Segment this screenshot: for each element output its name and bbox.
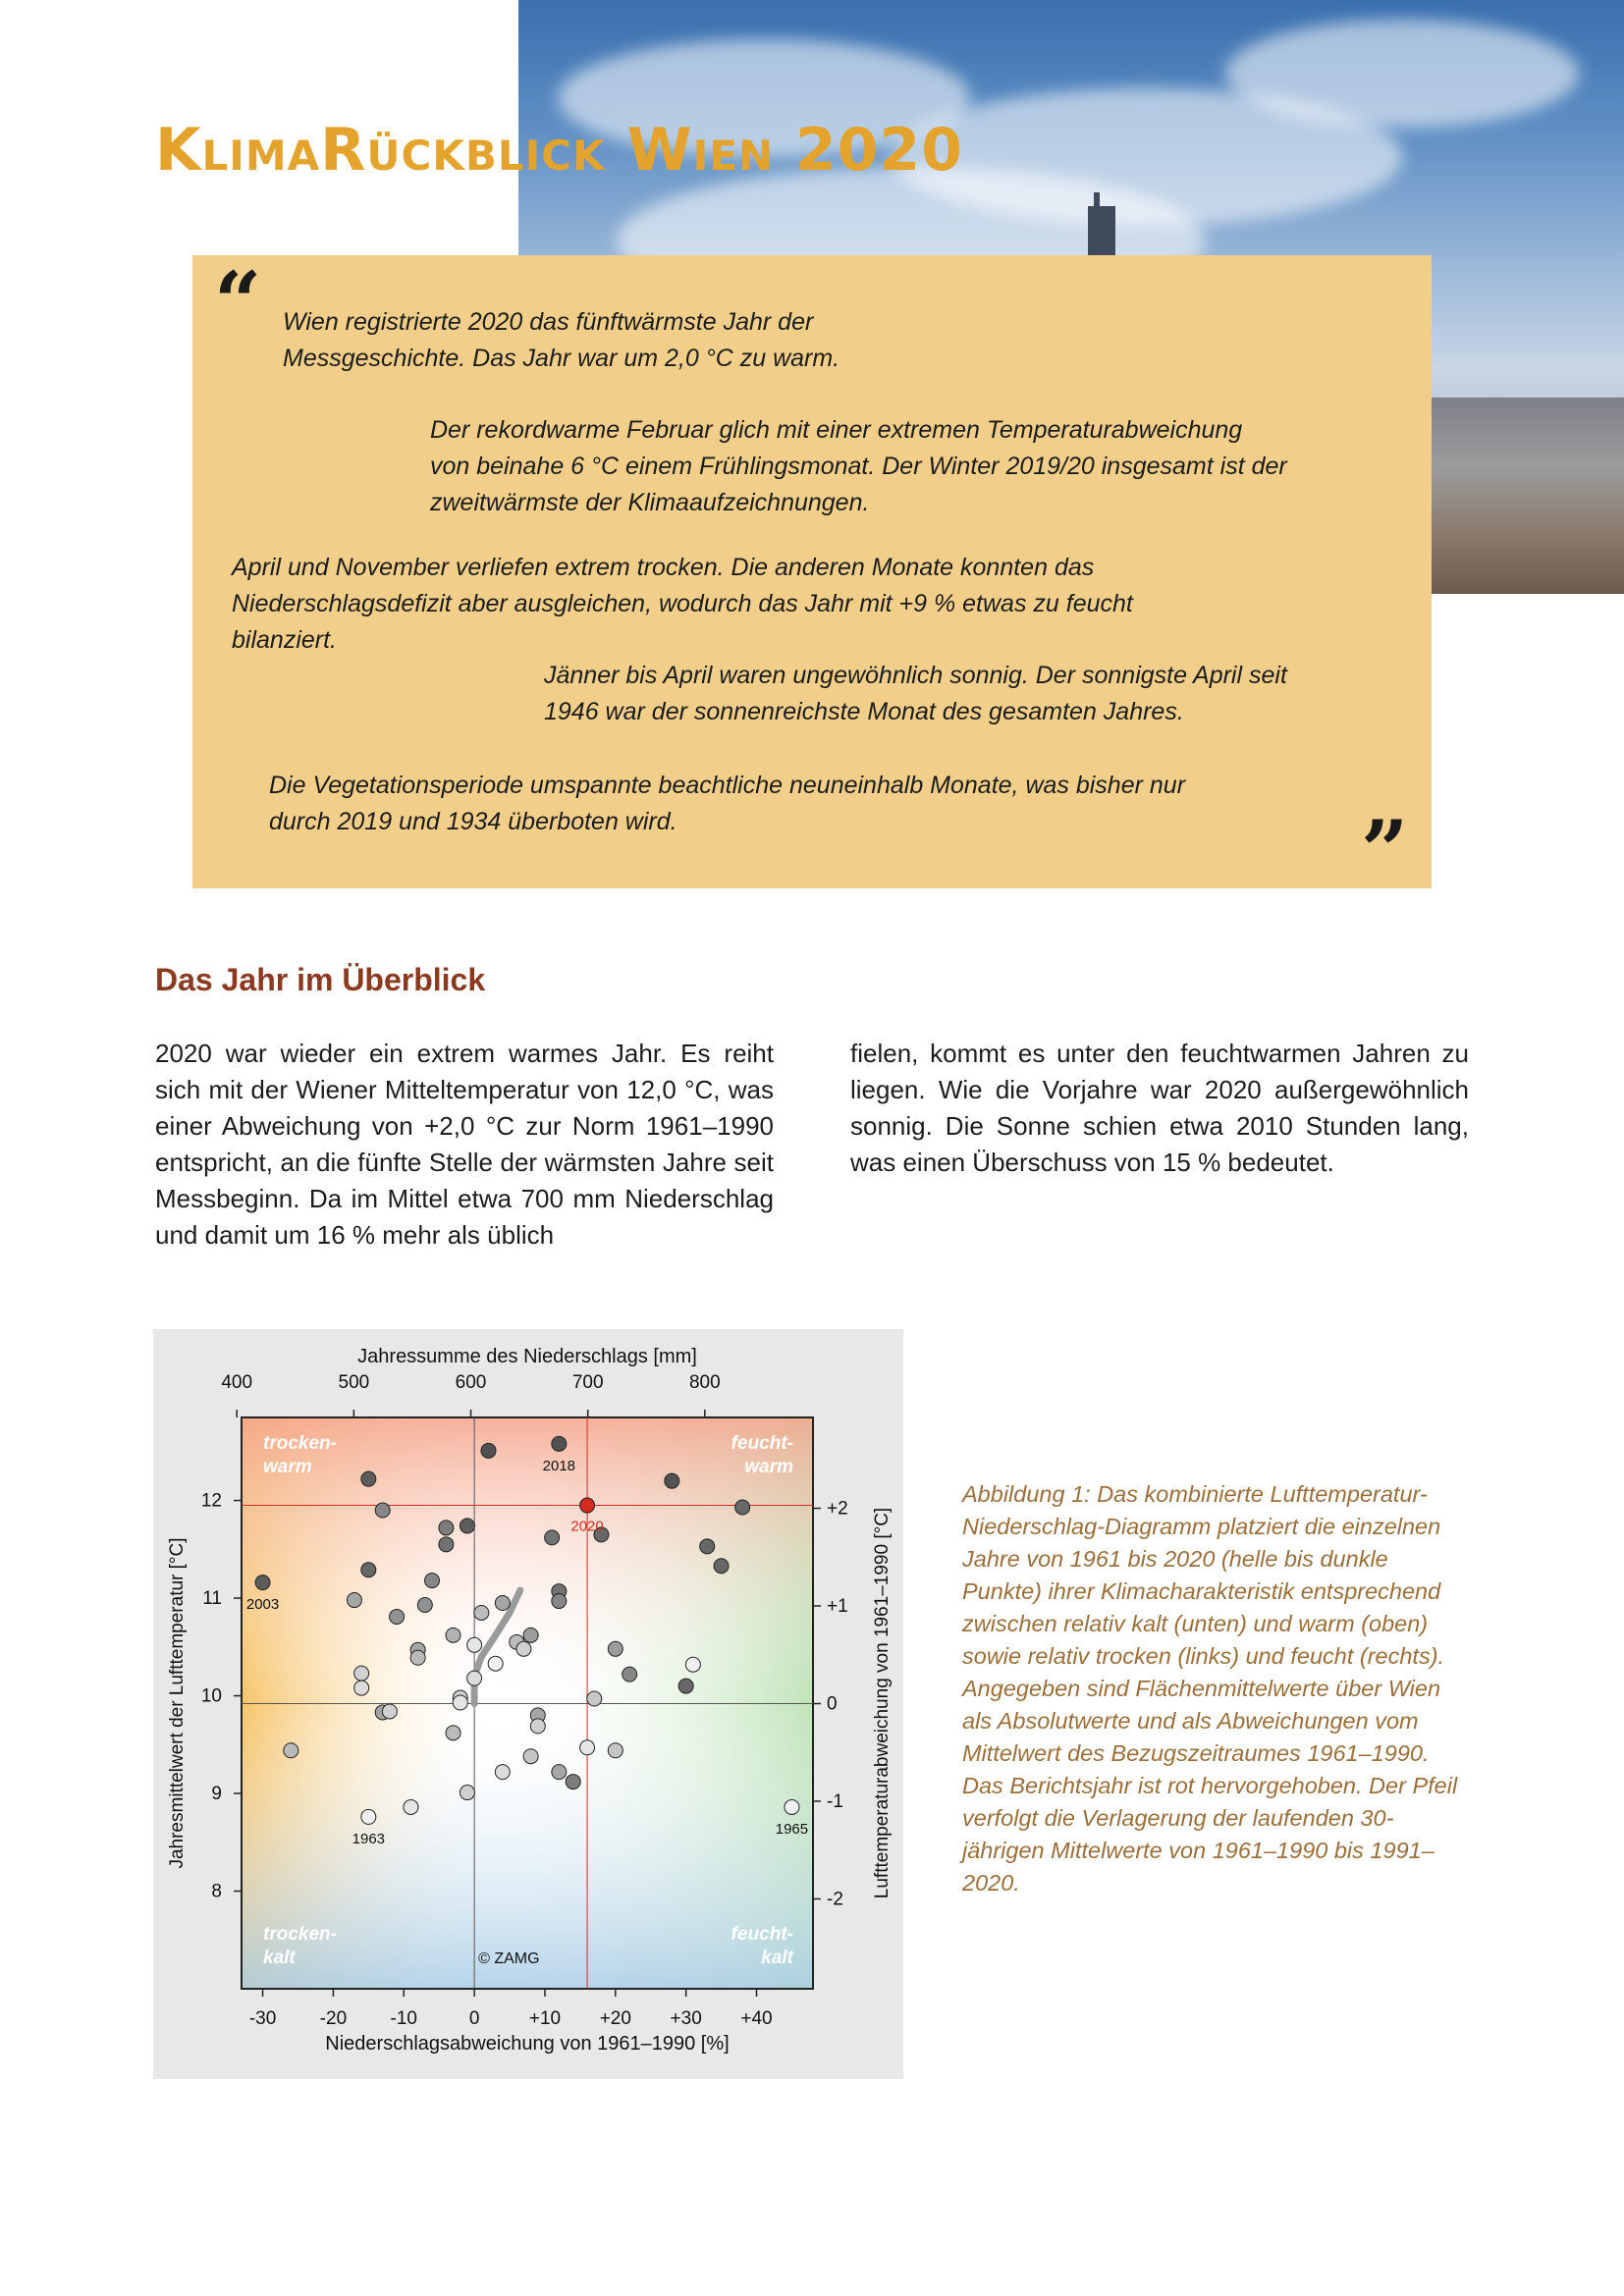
year-point — [495, 1596, 510, 1611]
year-point — [446, 1726, 460, 1740]
year-point — [284, 1743, 298, 1758]
year-point — [608, 1743, 623, 1758]
figure-caption: Abbildung 1: Das kombinierte Lufttemperatur-Niederschlag-Diagramm platziert die einzelnen Jahre von 1961 bis 2020 (helle bis dunkle Punkte) ihrer Klimacharakteristik entsprechend zwischen relativ kalt (unten) und warm (oben) sowie relativ trocken (links) und feucht (rechts). Angegeben sind Flächenmittelwerte über Wien als Absolutwerte und als Abweichungen vom Mittelwert des Bezugszeitraumes 1961–1990. Das Berichtsjahr ist rot hervorgehoben. Der Pfeil verfolgt die Verlagerung der laufenden 30-jährigen Mittelwerte von 1961–1990 bis 1991–2020. — [962, 1481, 1458, 1896]
x-bottom-axis-title: Niederschlagsabweichung von 1961–1990 [%] — [325, 2033, 730, 2055]
x-top-tick-label: 400 — [221, 1372, 253, 1393]
year-point — [467, 1637, 482, 1652]
year-point — [714, 1559, 729, 1574]
year-point — [453, 1695, 467, 1710]
year-point — [361, 1471, 376, 1486]
quote-line: durch 2019 und 1934 überboten wird. — [269, 808, 677, 835]
quote-paragraph — [283, 304, 839, 377]
year-point — [361, 1809, 376, 1824]
body-text-right: fielen, kommt es unter den feuchtwarmen Jahren zu liegen. Wie die Vorjahre war 2020 außergewöhnlich sonnig. Die Sonne schien etwa 2010 Stunden lang, was einen Überschuss von 15 % bedeutet. — [850, 1039, 1469, 1177]
opening-quote-icon: “ — [214, 253, 262, 350]
year-point — [255, 1575, 270, 1590]
highlight-point-label: 2020 — [570, 1518, 604, 1535]
year-point — [460, 1786, 474, 1800]
quote-line: Niederschlagsdefizit aber ausgleichen, wodurch das Jahr mit +9 % etwas zu feucht — [232, 590, 1133, 617]
climate-diagram — [153, 1329, 903, 2079]
x-bottom-tick-label: +20 — [599, 2008, 631, 2029]
quadrant-label: trocken- — [263, 1924, 337, 1945]
year-point — [375, 1503, 390, 1518]
year-point — [552, 1765, 567, 1780]
year-point — [404, 1799, 418, 1814]
year-label: 2018 — [542, 1457, 576, 1474]
year-point — [678, 1679, 693, 1693]
year-point — [417, 1598, 432, 1613]
quote-line: bilanziert. — [232, 626, 337, 654]
year-point — [347, 1593, 361, 1608]
year-point — [530, 1719, 545, 1734]
x-bottom-tick-label: -10 — [390, 2008, 417, 2029]
closing-quote-icon: ” — [1361, 802, 1409, 899]
section-heading: Das Jahr im Überblick — [155, 962, 486, 997]
year-label: 1965 — [775, 1820, 809, 1838]
year-point — [552, 1594, 567, 1609]
year-point — [516, 1641, 531, 1656]
year-point — [523, 1628, 538, 1642]
page-title: KlimaRückblick Wien 2020 — [155, 116, 964, 185]
year-point — [665, 1473, 679, 1488]
year-point — [481, 1443, 496, 1458]
quote-line: Messgeschichte. Das Jahr war um 2,0 °C zu warm. — [283, 345, 840, 372]
year-point — [488, 1656, 503, 1671]
year-point — [460, 1519, 474, 1533]
y-right-tick-label: -2 — [827, 1889, 843, 1910]
quadrant-label: trocken- — [263, 1433, 337, 1454]
year-point — [474, 1605, 489, 1620]
quote-line: Der rekordwarme Februar glich mit einer extremen Temperaturabweichung — [430, 416, 1243, 444]
quote-line: Jänner bis April waren ungewöhnlich sonnig. Der sonnigste April seit — [544, 662, 1287, 689]
year-point — [361, 1563, 376, 1577]
year-point — [425, 1574, 440, 1588]
year-point — [587, 1691, 602, 1706]
x-bottom-tick-label: -20 — [319, 2008, 348, 2029]
y-left-tick-label: 11 — [202, 1588, 222, 1610]
year-label: 2003 — [245, 1596, 280, 1614]
year-point — [608, 1641, 623, 1656]
quadrant-label: kalt — [761, 1948, 793, 1968]
x-top-axis-title: Jahressumme des Niederschlags [mm] — [357, 1346, 697, 1367]
year-point — [439, 1521, 454, 1535]
x-bottom-tick-label: -30 — [248, 2008, 277, 2029]
y-right-axis-title: Lufttemperaturabweichung von 1961–1990 [°C] — [872, 1507, 893, 1899]
x-bottom-tick-label: 0 — [468, 2008, 480, 2029]
year-point — [685, 1657, 700, 1672]
y-left-tick-label: 9 — [211, 1784, 222, 1805]
year-point — [566, 1775, 580, 1789]
quadrant-label: feucht- — [731, 1433, 793, 1454]
quadrant-label: feucht- — [731, 1924, 793, 1945]
quote-paragraph — [430, 412, 1287, 521]
climate-scatter-chart — [153, 1329, 903, 2079]
quote-line: zweitwärmste der Klimaaufzeichnungen. — [430, 489, 870, 516]
year-point — [410, 1650, 425, 1665]
year-point — [785, 1799, 799, 1814]
y-right-tick-label: +2 — [827, 1498, 848, 1520]
year-point — [467, 1671, 482, 1685]
y-right-tick-label: 0 — [827, 1693, 838, 1715]
year-point — [495, 1765, 510, 1780]
copyright-label: © ZAMG — [478, 1950, 540, 1967]
year-point — [439, 1537, 454, 1552]
y-right-tick-label: -1 — [827, 1790, 843, 1812]
quote-paragraph — [269, 768, 1185, 840]
y-left-tick-label: 8 — [211, 1881, 222, 1902]
quote-paragraph — [544, 658, 1287, 730]
year-label: 1963 — [352, 1830, 386, 1847]
quote-line: 1946 war der sonnenreichste Monat des gesamten Jahres. — [544, 698, 1184, 725]
x-bottom-tick-label: +30 — [670, 2008, 702, 2029]
quote-line: Die Vegetationsperiode umspannte beachtliche neuneinhalb Monate, was bisher nur — [269, 772, 1186, 799]
year-point — [354, 1681, 369, 1695]
y-left-tick-label: 10 — [200, 1685, 222, 1707]
y-left-tick-label: 12 — [200, 1490, 222, 1512]
highlight-point — [580, 1498, 595, 1513]
year-point — [623, 1667, 637, 1682]
x-bottom-tick-label: +10 — [528, 2008, 562, 2029]
x-top-tick-label: 700 — [571, 1372, 604, 1393]
quadrant-label: warm — [263, 1457, 312, 1477]
x-top-tick-label: 600 — [455, 1372, 487, 1393]
x-bottom-tick-label: +40 — [740, 2008, 773, 2029]
x-top-tick-label: 500 — [338, 1372, 370, 1393]
year-point — [545, 1530, 560, 1545]
year-point — [390, 1609, 405, 1624]
quadrant-label: warm — [744, 1457, 793, 1477]
y-right-tick-label: +1 — [827, 1596, 848, 1618]
quote-line: von beinahe 6 °C einem Frühlingsmonat. Der Winter 2019/20 insgesamt ist der — [430, 453, 1287, 480]
quote-paragraph — [232, 550, 1133, 659]
year-point — [354, 1666, 369, 1681]
year-point — [735, 1500, 750, 1515]
y-left-axis-title: Jahresmittelwert der Lufttemperatur [°C] — [167, 1537, 188, 1869]
x-top-tick-label: 800 — [688, 1372, 721, 1393]
quote-line: April und November verliefen extrem trocken. Die anderen Monate konnten das — [232, 554, 1095, 581]
year-point — [552, 1436, 567, 1451]
year-point — [382, 1704, 397, 1719]
year-point — [523, 1749, 538, 1764]
quadrant-label: kalt — [263, 1948, 296, 1968]
summary-quote-box — [192, 253, 1432, 899]
year-point — [580, 1740, 595, 1755]
quote-line: Wien registrierte 2020 das fünftwärmste Jahr der — [283, 308, 814, 336]
body-text-left: 2020 war wieder ein extrem warmes Jahr. Es reiht sich mit der Wiener Mitteltemperatur von 12,0 °C, was einer Abweichung von +2,0 °C zur Norm 1961–1990 entspricht, an die fünfte Stelle der wärmsten Jahre seit Messbeginn. Da im Mittel etwa 700 mm Niederschlag und damit um 16 % mehr als üblich — [155, 1039, 774, 1250]
year-point — [700, 1539, 715, 1554]
year-point — [446, 1628, 460, 1642]
